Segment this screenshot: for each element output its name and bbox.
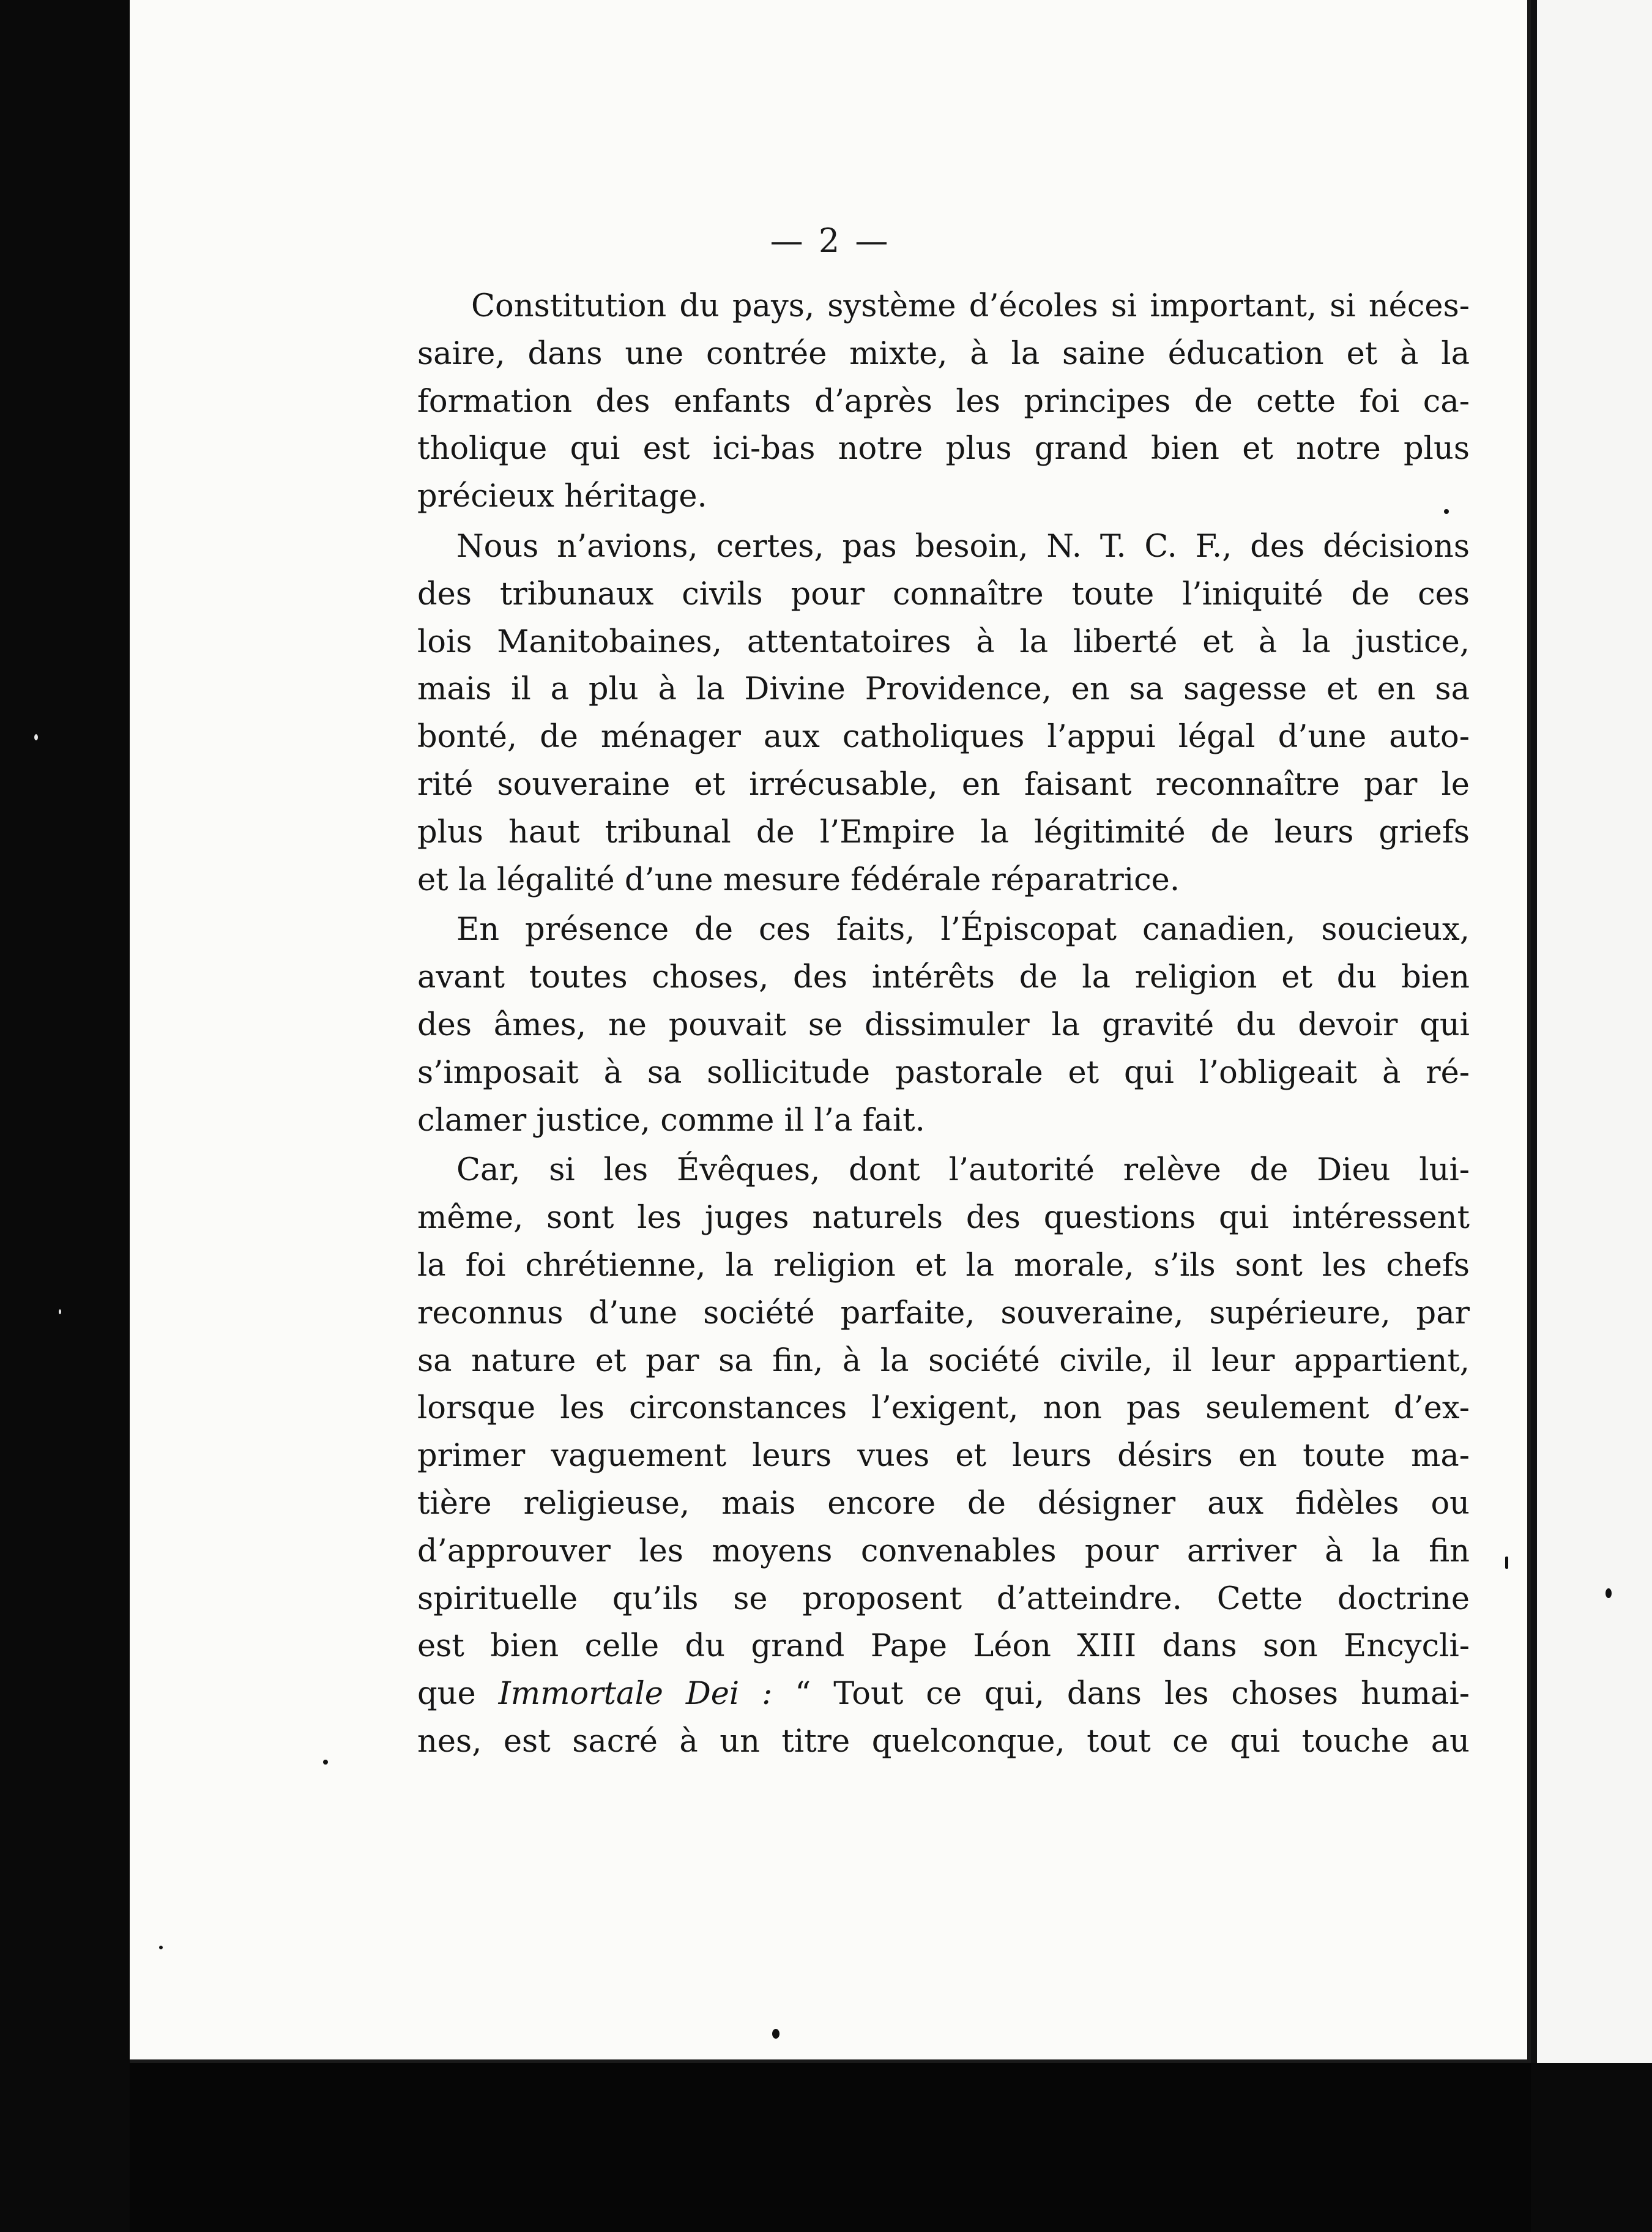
encyclical-title: Immortale Dei :	[498, 1676, 773, 1713]
text-line: lois Manitobaines, attentatoires à la liberté et à la justice,	[417, 623, 1470, 660]
paragraph-2	[417, 523, 1470, 904]
text-line: primer vaguement leurs vues et leurs désirs en toute ma-	[417, 1438, 1470, 1475]
text-line: clamer justice, comme il l’a fait.	[417, 1102, 925, 1139]
text-line: Nous n’avions, certes, pas besoin, N. T. C. F., des décisions	[456, 528, 1470, 565]
text-line: d’approuver les moyens convenables pour arriver à la fin	[417, 1533, 1470, 1569]
paragraph-3	[417, 906, 1470, 1144]
text-line: formation des enfants d’après les principes de cette foi ca-	[417, 383, 1470, 420]
text-line: En présence de ces faits, l’Épiscopat canadien, soucieux,	[456, 912, 1470, 948]
text-line: reconnus d’une société parfaite, souveraine, supérieure, par	[417, 1295, 1470, 1331]
text-line: même, sont les juges naturels des questions qui intéressent	[417, 1200, 1470, 1237]
scan-speck	[159, 1946, 163, 1949]
text-line: des âmes, ne pouvait se dissimuler la gravité du devoir qui	[417, 1006, 1470, 1043]
text-line: Car, si les Évêques, dont l’autorité relève de Dieu lui-	[456, 1152, 1470, 1189]
text-line: lorsque les circonstances l’exigent, non pas seulement d’ex-	[417, 1390, 1470, 1427]
text-line: saire, dans une contrée mixte, à la saine éducation et à la	[417, 335, 1470, 372]
page-number: — 2 —	[770, 221, 891, 260]
text-line: tière religieuse, mais encore de désigner aux fidèles ou	[417, 1485, 1470, 1522]
text-line: Constitution du pays, système d’écoles si important, si néces-	[471, 288, 1470, 324]
text-line: tholique qui est ici-bas notre plus grand bien et notre plus	[417, 431, 1470, 467]
document-page	[130, 0, 1531, 2063]
paragraph-4	[417, 1147, 1470, 1765]
text-line: plus haut tribunal de l’Empire la légitimité de leurs griefs	[417, 814, 1470, 850]
text-line: bonté, de ménager aux catholiques l’appui légal d’une auto-	[417, 719, 1470, 756]
adjacent-page-edge	[1531, 0, 1652, 2063]
scan-speck	[323, 1760, 328, 1765]
scan-speck	[34, 734, 38, 740]
text-line: avant toutes choses, des intérêts de la religion et du bien	[417, 959, 1470, 996]
text-line: sa nature et par sa fin, à la société civile, il leur appartient,	[417, 1342, 1470, 1379]
text-line: et la légalité d’une mesure fédérale réparatrice.	[417, 861, 1180, 898]
text-line: rité souveraine et irrécusable, en faisant reconnaître par le	[417, 766, 1470, 803]
text-run: que	[417, 1676, 499, 1713]
text-run: “ Tout ce qui, dans les choses humai-	[772, 1676, 1470, 1713]
text-line: s’imposait à sa sollicitude pastorale et qui l’obligeait à ré-	[417, 1054, 1470, 1091]
text-line: est bien celle du grand Pape Léon XIII dans son Encycli-	[417, 1628, 1470, 1665]
paragraph-1	[417, 283, 1470, 521]
scan-speck	[1505, 1557, 1508, 1569]
text-line-with-italic	[417, 1670, 1470, 1718]
body-text	[417, 283, 1470, 1768]
scan-speck	[1444, 509, 1449, 514]
page-bottom-shadow	[130, 2063, 1531, 2232]
text-line: précieux héritage.	[417, 478, 707, 515]
scan-speck	[772, 2029, 779, 2039]
scan-speck	[1605, 1588, 1612, 1598]
text-line: des tribunaux civils pour connaître toute l’iniquité de ces	[417, 576, 1470, 612]
text-line: spirituelle qu’ils se proposent d’atteindre. Cette doctrine	[417, 1580, 1470, 1617]
text-line: nes, est sacré à un titre quelconque, tout ce qui touche au	[417, 1723, 1470, 1760]
scan-speck	[59, 1309, 61, 1314]
text-line: mais il a plu à la Divine Providence, en sa sagesse et en sa	[417, 671, 1470, 708]
text-line: la foi chrétienne, la religion et la morale, s’ils sont les chefs	[417, 1247, 1470, 1284]
